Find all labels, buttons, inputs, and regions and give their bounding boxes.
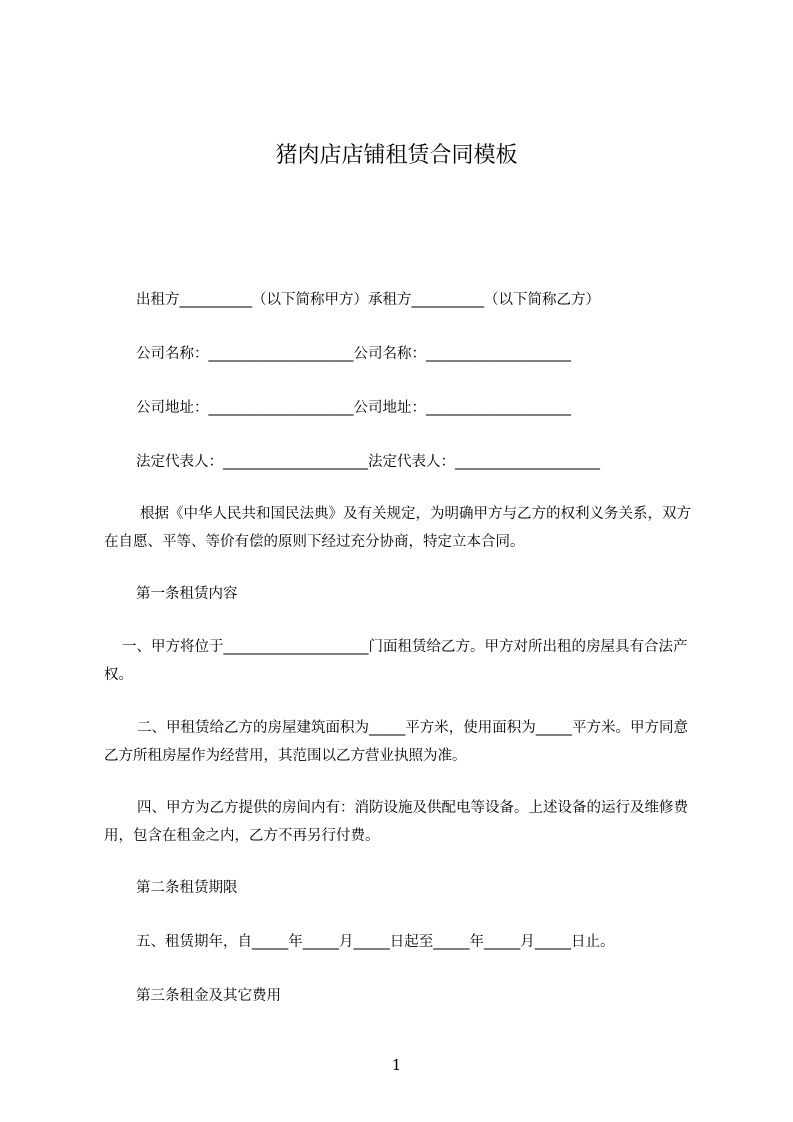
company-address-line: 公司地址：____________________公司地址：____________________ xyxy=(136,400,571,416)
article-2-heading: 第二条租赁期限 xyxy=(136,880,238,896)
article-1-heading: 第一条租赁内容 xyxy=(136,586,238,602)
legal-representative-line: 法定代表人：____________________法定代表人：____________________ xyxy=(136,454,600,470)
clause-2-paragraph: 二、甲租赁给乙方的房屋建筑面积为_____平方米，使用面积为_____平方米。甲方同意乙方所租房屋作为经营用，其范围以乙方营业执照为准。 xyxy=(104,720,688,764)
clause-5-line: 五、租赁期年，自_____年_____月_____日起至_____年_____月_____日止。 xyxy=(136,934,615,950)
preamble-paragraph: 根据《中华人民共和国民法典》及有关规定，为明确甲方与乙方的权利义务关系，双方在自愿、平等、等价有偿的原则下经过充分协商，特定立本合同。 xyxy=(104,506,691,550)
document-title: 猪肉店店铺租赁合同模板 xyxy=(275,143,518,168)
article-3-heading: 第三条租金及其它费用 xyxy=(136,988,281,1004)
clause-1-paragraph: 一、甲方将位于____________________门面租赁给乙方。甲方对所出租的房屋具有合法产权。 xyxy=(104,639,688,683)
clause-4-paragraph: 四、甲方为乙方提供的房间内有：消防设施及供配电等设备。上述设备的运行及维修费用，包含在租金之内，乙方不再另行付费。 xyxy=(104,800,688,844)
company-name-line: 公司名称：____________________公司名称：____________________ xyxy=(136,346,571,362)
page-number: 1 xyxy=(391,1056,402,1074)
parties-line: 出租方__________（以下简称甲方）承租方__________（以下简称乙方） xyxy=(136,292,600,308)
